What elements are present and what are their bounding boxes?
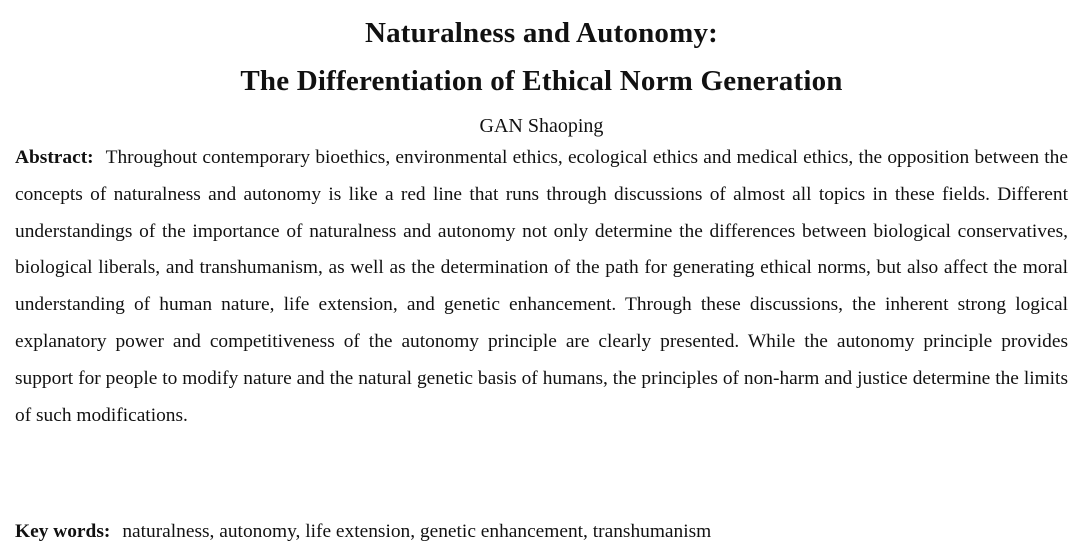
paper-title-line-1: Naturalness and Autonomy: (364, 17, 719, 49)
keywords-text: naturalness, autonomy, life extension, genetic enhancement, transhumanism (122, 521, 712, 542)
keywords-line (15, 514, 711, 550)
abstract-text: Throughout contemporary bioethics, environmental ethics, ecological ethics and medical ethics, the opposition between the concepts of naturalness and autonomy is like a red line that runs through discussions of almost all topics in these fields. Different understandings of the importance of naturalness and autonomy not only determine the differences between biological conservatives, biological liberals, and transhumanism, as well as the determination of the path for generating ethical norms, but also affect the moral understanding of human nature, life extension, and genetic enhancement. Through these discussions, the inherent strong logical explanatory power and competitiveness of the autonomy principle are clearly presented. While the autonomy principle provides support for people to modify nature and the natural genetic basis of humans, the principles of non-harm and justice determine the limits of such modifications. (15, 147, 1068, 426)
paper-title-line-2: The Differentiation of Ethical Norm Generation (240, 65, 843, 97)
abstract-paragraph (15, 140, 1068, 434)
title-block (15, 0, 1068, 105)
author-name: GAN Shaoping (479, 115, 604, 137)
abstract-label: Abstract: (15, 147, 94, 168)
keywords-label: Key words: (15, 521, 111, 542)
